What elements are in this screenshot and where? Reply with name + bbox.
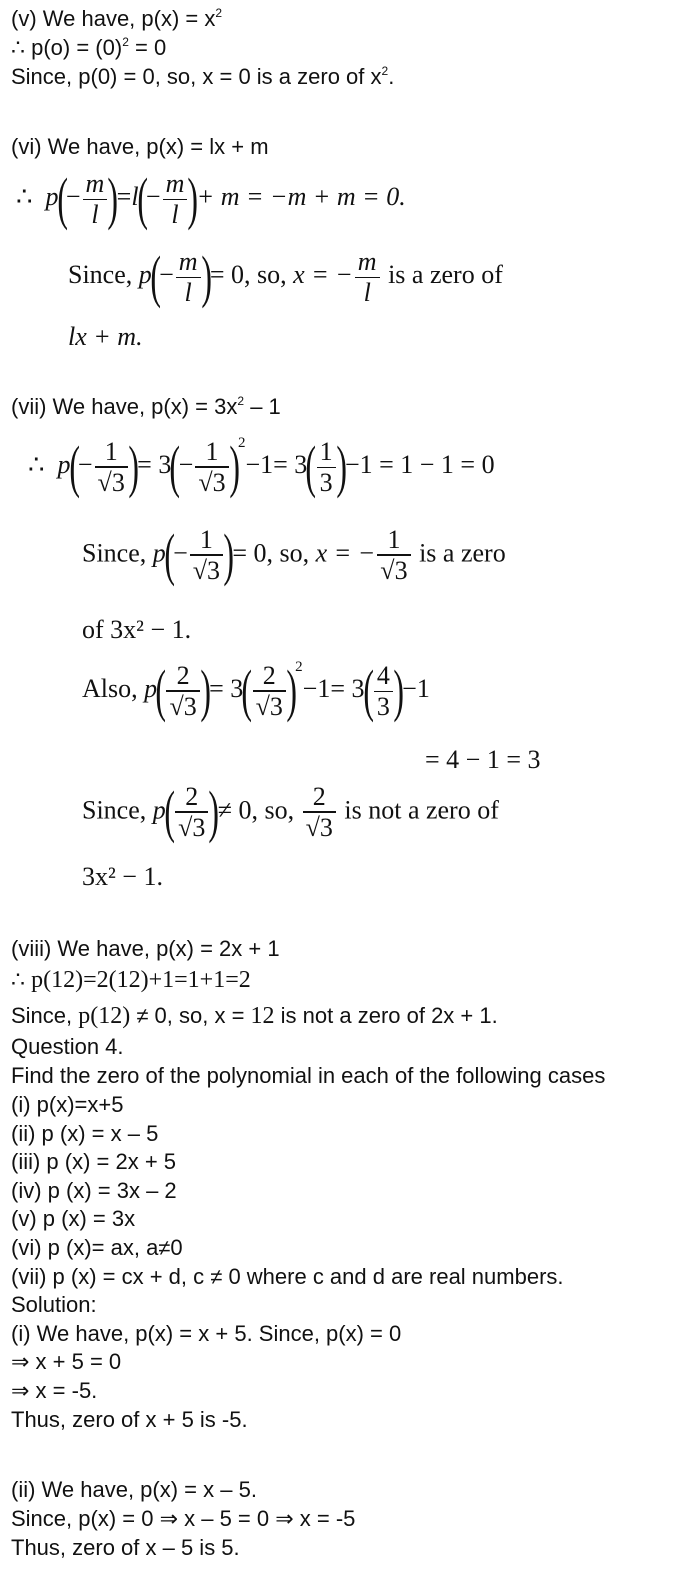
question-title: Question 4. xyxy=(11,1034,124,1059)
question-item: (iii) p (x) = 2x + 5 xyxy=(11,1149,177,1174)
part-vi-heading: (vi) We have, p(x) = lx + m xyxy=(11,134,269,159)
part-viii-line-3: Since, p(12) ≠ 0, so, x = 12 is not a zero of 2x + 1. xyxy=(11,1003,498,1029)
part-vi-last-line: lx + m. xyxy=(68,322,143,351)
part-vii-also-line: Also, p( $\frac{2}{√3}$ )= 3( $\frac{2}{√3}$ )$^2$−1= 3( $\frac{4}{3}$ )−1 xyxy=(82,658,430,724)
solution-line: ⇒ x = -5. xyxy=(11,1378,98,1403)
solution-title: Solution: xyxy=(11,1292,97,1317)
part-vii-equation-1: ∴ p(− $\frac{1}{√3}$ )= 3(− $\frac{1}{√3}$ )$^2$−1= 3( $\frac{1}{3}$ )−1 = 1 − 1 = 0 xyxy=(28,434,495,500)
question-item: (ii) p (x) = x – 5 xyxy=(11,1121,159,1146)
solution-line: ⇒ x + 5 = 0 xyxy=(11,1349,122,1374)
question-item: (v) p (x) = 3x xyxy=(11,1206,136,1231)
part-v-line-2: ∴ $p(o) = (0)^2 = 0$ xyxy=(11,35,167,60)
part-vii-of-poly: of 3x² − 1. xyxy=(82,615,192,644)
solution-line: (ii) We have, p(x) = x – 5. xyxy=(11,1477,257,1502)
part-vi-equation-1: ∴ p(− $\frac{m}{l}$ )=l(− $\frac{m}{l}$ )+ m = −m + m = 0. xyxy=(16,166,406,231)
solution-line: Thus, zero of x – 5 is 5. xyxy=(11,1535,240,1560)
question-item: (vi) p (x)= ax, a≠0 xyxy=(11,1235,183,1260)
part-vii-last-line: 3x² − 1. xyxy=(82,862,163,891)
part-v-line-1: (v) We have, $p(x) = x^2$ xyxy=(11,6,223,31)
part-v-line-3: Since, p(0) = 0, so, x = 0 is a zero of $x^2$. xyxy=(11,64,395,89)
question-prompt: Find the zero of the polynomial in each of the following cases xyxy=(11,1063,606,1088)
part-vi-since-line: Since, p(− $\frac{m}{l}$ )= 0, so, x = − $\frac{m}{l}$ is a zero of xyxy=(68,244,503,309)
question-item: (iv) p (x) = 3x – 2 xyxy=(11,1178,177,1203)
solution-line: Since, p(x) = 0 ⇒ x – 5 = 0 ⇒ x = -5 xyxy=(11,1506,356,1531)
part-viii-line-2: ∴ p(12)=2(12)+1=1+1=2 xyxy=(11,967,251,993)
solution-line: Thus, zero of x + 5 is -5. xyxy=(11,1407,248,1432)
question-item: (i) p(x)=x+5 xyxy=(11,1092,124,1117)
part-vii-result-line: = 4 − 1 = 3 xyxy=(425,745,541,774)
part-viii-heading: (viii) We have, p(x) = 2x + 1 xyxy=(11,936,280,961)
part-vii-since-line-2: Since, p( $\frac{2}{√3}$ )≠ 0, so, $\frac{2}{√3}$ is not a zero of xyxy=(82,779,499,845)
part-vii-since-line-1: Since, p(− $\frac{1}{√3}$ )= 0, so, x = − $\frac{1}{√3}$ is a zero xyxy=(82,522,506,588)
solution-line: (i) We have, p(x) = x + 5. Since, p(x) = 0 xyxy=(11,1321,402,1346)
part-vii-heading: (vii) We have, $p(x) = 3x^2 - 1$ xyxy=(11,394,281,419)
question-item: (vii) p (x) = cx + d, c ≠ 0 where c and d are real numbers. xyxy=(11,1264,564,1289)
